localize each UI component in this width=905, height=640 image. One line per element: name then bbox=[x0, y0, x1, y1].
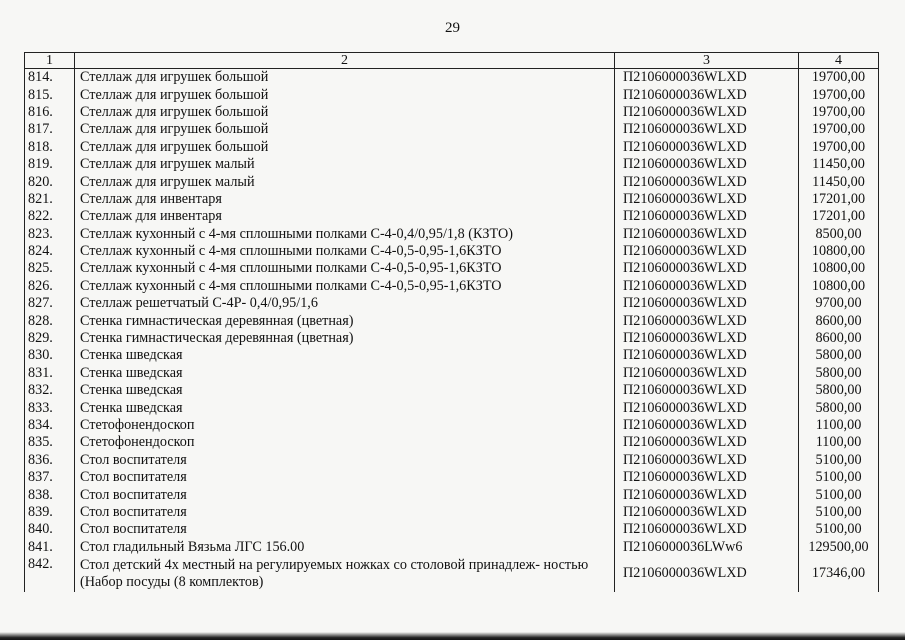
table-row bbox=[25, 469, 879, 486]
table-row bbox=[25, 452, 879, 469]
item-code: П2106000036WLXD bbox=[615, 312, 799, 329]
table-row bbox=[25, 330, 879, 347]
item-name: Стол воспитателя bbox=[75, 504, 615, 521]
row-number: 824. bbox=[25, 243, 75, 260]
column-header-2: 2 bbox=[75, 53, 615, 69]
item-name: Стеллаж для инвентаря bbox=[75, 208, 615, 225]
item-code: П2106000036WLXD bbox=[615, 469, 799, 486]
table-row bbox=[25, 295, 879, 312]
table-row bbox=[25, 504, 879, 521]
row-number: 838. bbox=[25, 486, 75, 503]
row-number: 828. bbox=[25, 312, 75, 329]
table-row bbox=[25, 486, 879, 503]
item-code: П2106000036WLXD bbox=[615, 69, 799, 87]
table-row bbox=[25, 69, 879, 87]
item-price: 1100,00 bbox=[799, 434, 879, 451]
row-number: 837. bbox=[25, 469, 75, 486]
item-code: П2106000036WLXD bbox=[615, 121, 799, 138]
header-row bbox=[25, 53, 879, 69]
row-number: 815. bbox=[25, 86, 75, 103]
table-row bbox=[25, 399, 879, 416]
item-name: Стеллаж для игрушек большой bbox=[75, 139, 615, 156]
table-row bbox=[25, 434, 879, 451]
item-price: 8600,00 bbox=[799, 312, 879, 329]
table-row bbox=[25, 539, 879, 556]
row-number: 821. bbox=[25, 191, 75, 208]
row-number: 834. bbox=[25, 417, 75, 434]
item-name: Стенка гимнастическая деревянная (цветная) bbox=[75, 312, 615, 329]
item-name: Стеллаж кухонный с 4-мя сплошными полками С-4-0,5-0,95-1,6КЗТО bbox=[75, 260, 615, 277]
item-code: П2106000036WLXD bbox=[615, 278, 799, 295]
item-code: П2106000036WLXD bbox=[615, 208, 799, 225]
inventory-table bbox=[24, 52, 879, 592]
table-row bbox=[25, 365, 879, 382]
item-price: 19700,00 bbox=[799, 139, 879, 156]
item-code: П2106000036WLXD bbox=[615, 556, 799, 592]
item-code: П2106000036WLXD bbox=[615, 504, 799, 521]
item-code: П2106000036WLXD bbox=[615, 173, 799, 190]
item-price: 5100,00 bbox=[799, 521, 879, 538]
item-name: Стеллаж для игрушек малый bbox=[75, 173, 615, 190]
item-name: Стеллаж для игрушек большой bbox=[75, 104, 615, 121]
table-row bbox=[25, 556, 879, 592]
row-number: 816. bbox=[25, 104, 75, 121]
item-code: П2106000036WLXD bbox=[615, 347, 799, 364]
item-name: Стеллаж для игрушек большой bbox=[75, 86, 615, 103]
row-number: 823. bbox=[25, 226, 75, 243]
item-code: П2106000036WLXD bbox=[615, 260, 799, 277]
item-price: 5100,00 bbox=[799, 486, 879, 503]
table-row bbox=[25, 173, 879, 190]
item-name: Стеллаж для игрушек малый bbox=[75, 156, 615, 173]
item-price: 10800,00 bbox=[799, 260, 879, 277]
item-code: П2106000036WLXD bbox=[615, 191, 799, 208]
item-price: 17201,00 bbox=[799, 191, 879, 208]
item-name: Стенка шведская bbox=[75, 365, 615, 382]
item-price: 19700,00 bbox=[799, 104, 879, 121]
item-price: 19700,00 bbox=[799, 121, 879, 138]
item-code: П2106000036WLXD bbox=[615, 382, 799, 399]
item-price: 19700,00 bbox=[799, 69, 879, 87]
item-price: 5100,00 bbox=[799, 469, 879, 486]
item-price: 5800,00 bbox=[799, 399, 879, 416]
item-price: 9700,00 bbox=[799, 295, 879, 312]
item-code: П2106000036WLXD bbox=[615, 295, 799, 312]
table-row bbox=[25, 382, 879, 399]
item-name: Стеллаж кухонный с 4-мя сплошными полками С-4-0,5-0,95-1,6КЗТО bbox=[75, 278, 615, 295]
item-name: Стол воспитателя bbox=[75, 469, 615, 486]
item-name: Стол детский 4х местный на регулируемых ножках со столовой принадлеж- ностью (Набор посуды (8 комплектов) bbox=[75, 556, 615, 592]
row-number: 818. bbox=[25, 139, 75, 156]
page-number: 29 bbox=[445, 20, 460, 36]
item-name: Стол воспитателя bbox=[75, 486, 615, 503]
table-row bbox=[25, 121, 879, 138]
item-name: Стеллаж решетчатый С-4Р- 0,4/0,95/1,6 bbox=[75, 295, 615, 312]
column-header-3: 3 bbox=[615, 53, 799, 69]
item-name: Стол воспитателя bbox=[75, 452, 615, 469]
table-row bbox=[25, 243, 879, 260]
item-price: 5800,00 bbox=[799, 382, 879, 399]
item-code: П2106000036WLXD bbox=[615, 139, 799, 156]
item-price: 8600,00 bbox=[799, 330, 879, 347]
table-row bbox=[25, 86, 879, 103]
item-price: 11450,00 bbox=[799, 173, 879, 190]
item-price: 10800,00 bbox=[799, 243, 879, 260]
row-number: 836. bbox=[25, 452, 75, 469]
row-number: 832. bbox=[25, 382, 75, 399]
item-name: Стеллаж для игрушек большой bbox=[75, 69, 615, 87]
item-code: П2106000036LWw6 bbox=[615, 539, 799, 556]
item-code: П2106000036WLXD bbox=[615, 486, 799, 503]
item-name: Стеллаж кухонный с 4-мя сплошными полками С-4-0,4/0,95/1,8 (КЗТО) bbox=[75, 226, 615, 243]
table-row bbox=[25, 208, 879, 225]
table-row bbox=[25, 312, 879, 329]
row-number: 826. bbox=[25, 278, 75, 295]
item-name: Стенка шведская bbox=[75, 399, 615, 416]
table-row bbox=[25, 191, 879, 208]
row-number: 842. bbox=[25, 556, 75, 592]
item-name: Стеллаж для игрушек большой bbox=[75, 121, 615, 138]
item-name: Стенка шведская bbox=[75, 382, 615, 399]
item-code: П2106000036WLXD bbox=[615, 86, 799, 103]
item-price: 5800,00 bbox=[799, 365, 879, 382]
table-row bbox=[25, 226, 879, 243]
table-body bbox=[25, 69, 879, 592]
row-number: 830. bbox=[25, 347, 75, 364]
row-number: 827. bbox=[25, 295, 75, 312]
row-number: 814. bbox=[25, 69, 75, 87]
table-row bbox=[25, 347, 879, 364]
row-number: 819. bbox=[25, 156, 75, 173]
row-number: 817. bbox=[25, 121, 75, 138]
item-code: П2106000036WLXD bbox=[615, 330, 799, 347]
item-price: 1100,00 bbox=[799, 417, 879, 434]
row-number: 829. bbox=[25, 330, 75, 347]
item-price: 10800,00 bbox=[799, 278, 879, 295]
row-number: 841. bbox=[25, 539, 75, 556]
item-name: Стетофонендоскоп bbox=[75, 434, 615, 451]
item-price: 5800,00 bbox=[799, 347, 879, 364]
item-price: 5100,00 bbox=[799, 504, 879, 521]
table-row bbox=[25, 278, 879, 295]
row-number: 840. bbox=[25, 521, 75, 538]
item-name: Стол гладильный Вязьма ЛГС 156.00 bbox=[75, 539, 615, 556]
table-row bbox=[25, 156, 879, 173]
table-row bbox=[25, 139, 879, 156]
item-price: 17346,00 bbox=[799, 556, 879, 592]
row-number: 820. bbox=[25, 173, 75, 190]
item-code: П2106000036WLXD bbox=[615, 452, 799, 469]
item-code: П2106000036WLXD bbox=[615, 399, 799, 416]
item-price: 129500,00 bbox=[799, 539, 879, 556]
item-name: Стеллаж для инвентаря bbox=[75, 191, 615, 208]
row-number: 839. bbox=[25, 504, 75, 521]
item-name: Стенка шведская bbox=[75, 347, 615, 364]
item-code: П2106000036WLXD bbox=[615, 226, 799, 243]
row-number: 822. bbox=[25, 208, 75, 225]
item-price: 5100,00 bbox=[799, 452, 879, 469]
row-number: 835. bbox=[25, 434, 75, 451]
item-code: П2106000036WLXD bbox=[615, 156, 799, 173]
column-header-1: 1 bbox=[25, 53, 75, 69]
table-header bbox=[25, 53, 879, 69]
scan-edge-shadow bbox=[0, 632, 905, 640]
item-name: Стенка гимнастическая деревянная (цветная) bbox=[75, 330, 615, 347]
item-code: П2106000036WLXD bbox=[615, 243, 799, 260]
row-number: 831. bbox=[25, 365, 75, 382]
item-code: П2106000036WLXD bbox=[615, 104, 799, 121]
item-name: Стетофонендоскоп bbox=[75, 417, 615, 434]
item-price: 8500,00 bbox=[799, 226, 879, 243]
table-row bbox=[25, 260, 879, 277]
item-code: П2106000036WLXD bbox=[615, 521, 799, 538]
table-row bbox=[25, 104, 879, 121]
column-header-4: 4 bbox=[799, 53, 879, 69]
table-row bbox=[25, 521, 879, 538]
item-name: Стол воспитателя bbox=[75, 521, 615, 538]
item-code: П2106000036WLXD bbox=[615, 417, 799, 434]
item-code: П2106000036WLXD bbox=[615, 365, 799, 382]
row-number: 825. bbox=[25, 260, 75, 277]
item-name: Стеллаж кухонный с 4-мя сплошными полками С-4-0,5-0,95-1,6КЗТО bbox=[75, 243, 615, 260]
item-price: 19700,00 bbox=[799, 86, 879, 103]
item-price: 11450,00 bbox=[799, 156, 879, 173]
table-row bbox=[25, 417, 879, 434]
row-number: 833. bbox=[25, 399, 75, 416]
item-price: 17201,00 bbox=[799, 208, 879, 225]
item-code: П2106000036WLXD bbox=[615, 434, 799, 451]
